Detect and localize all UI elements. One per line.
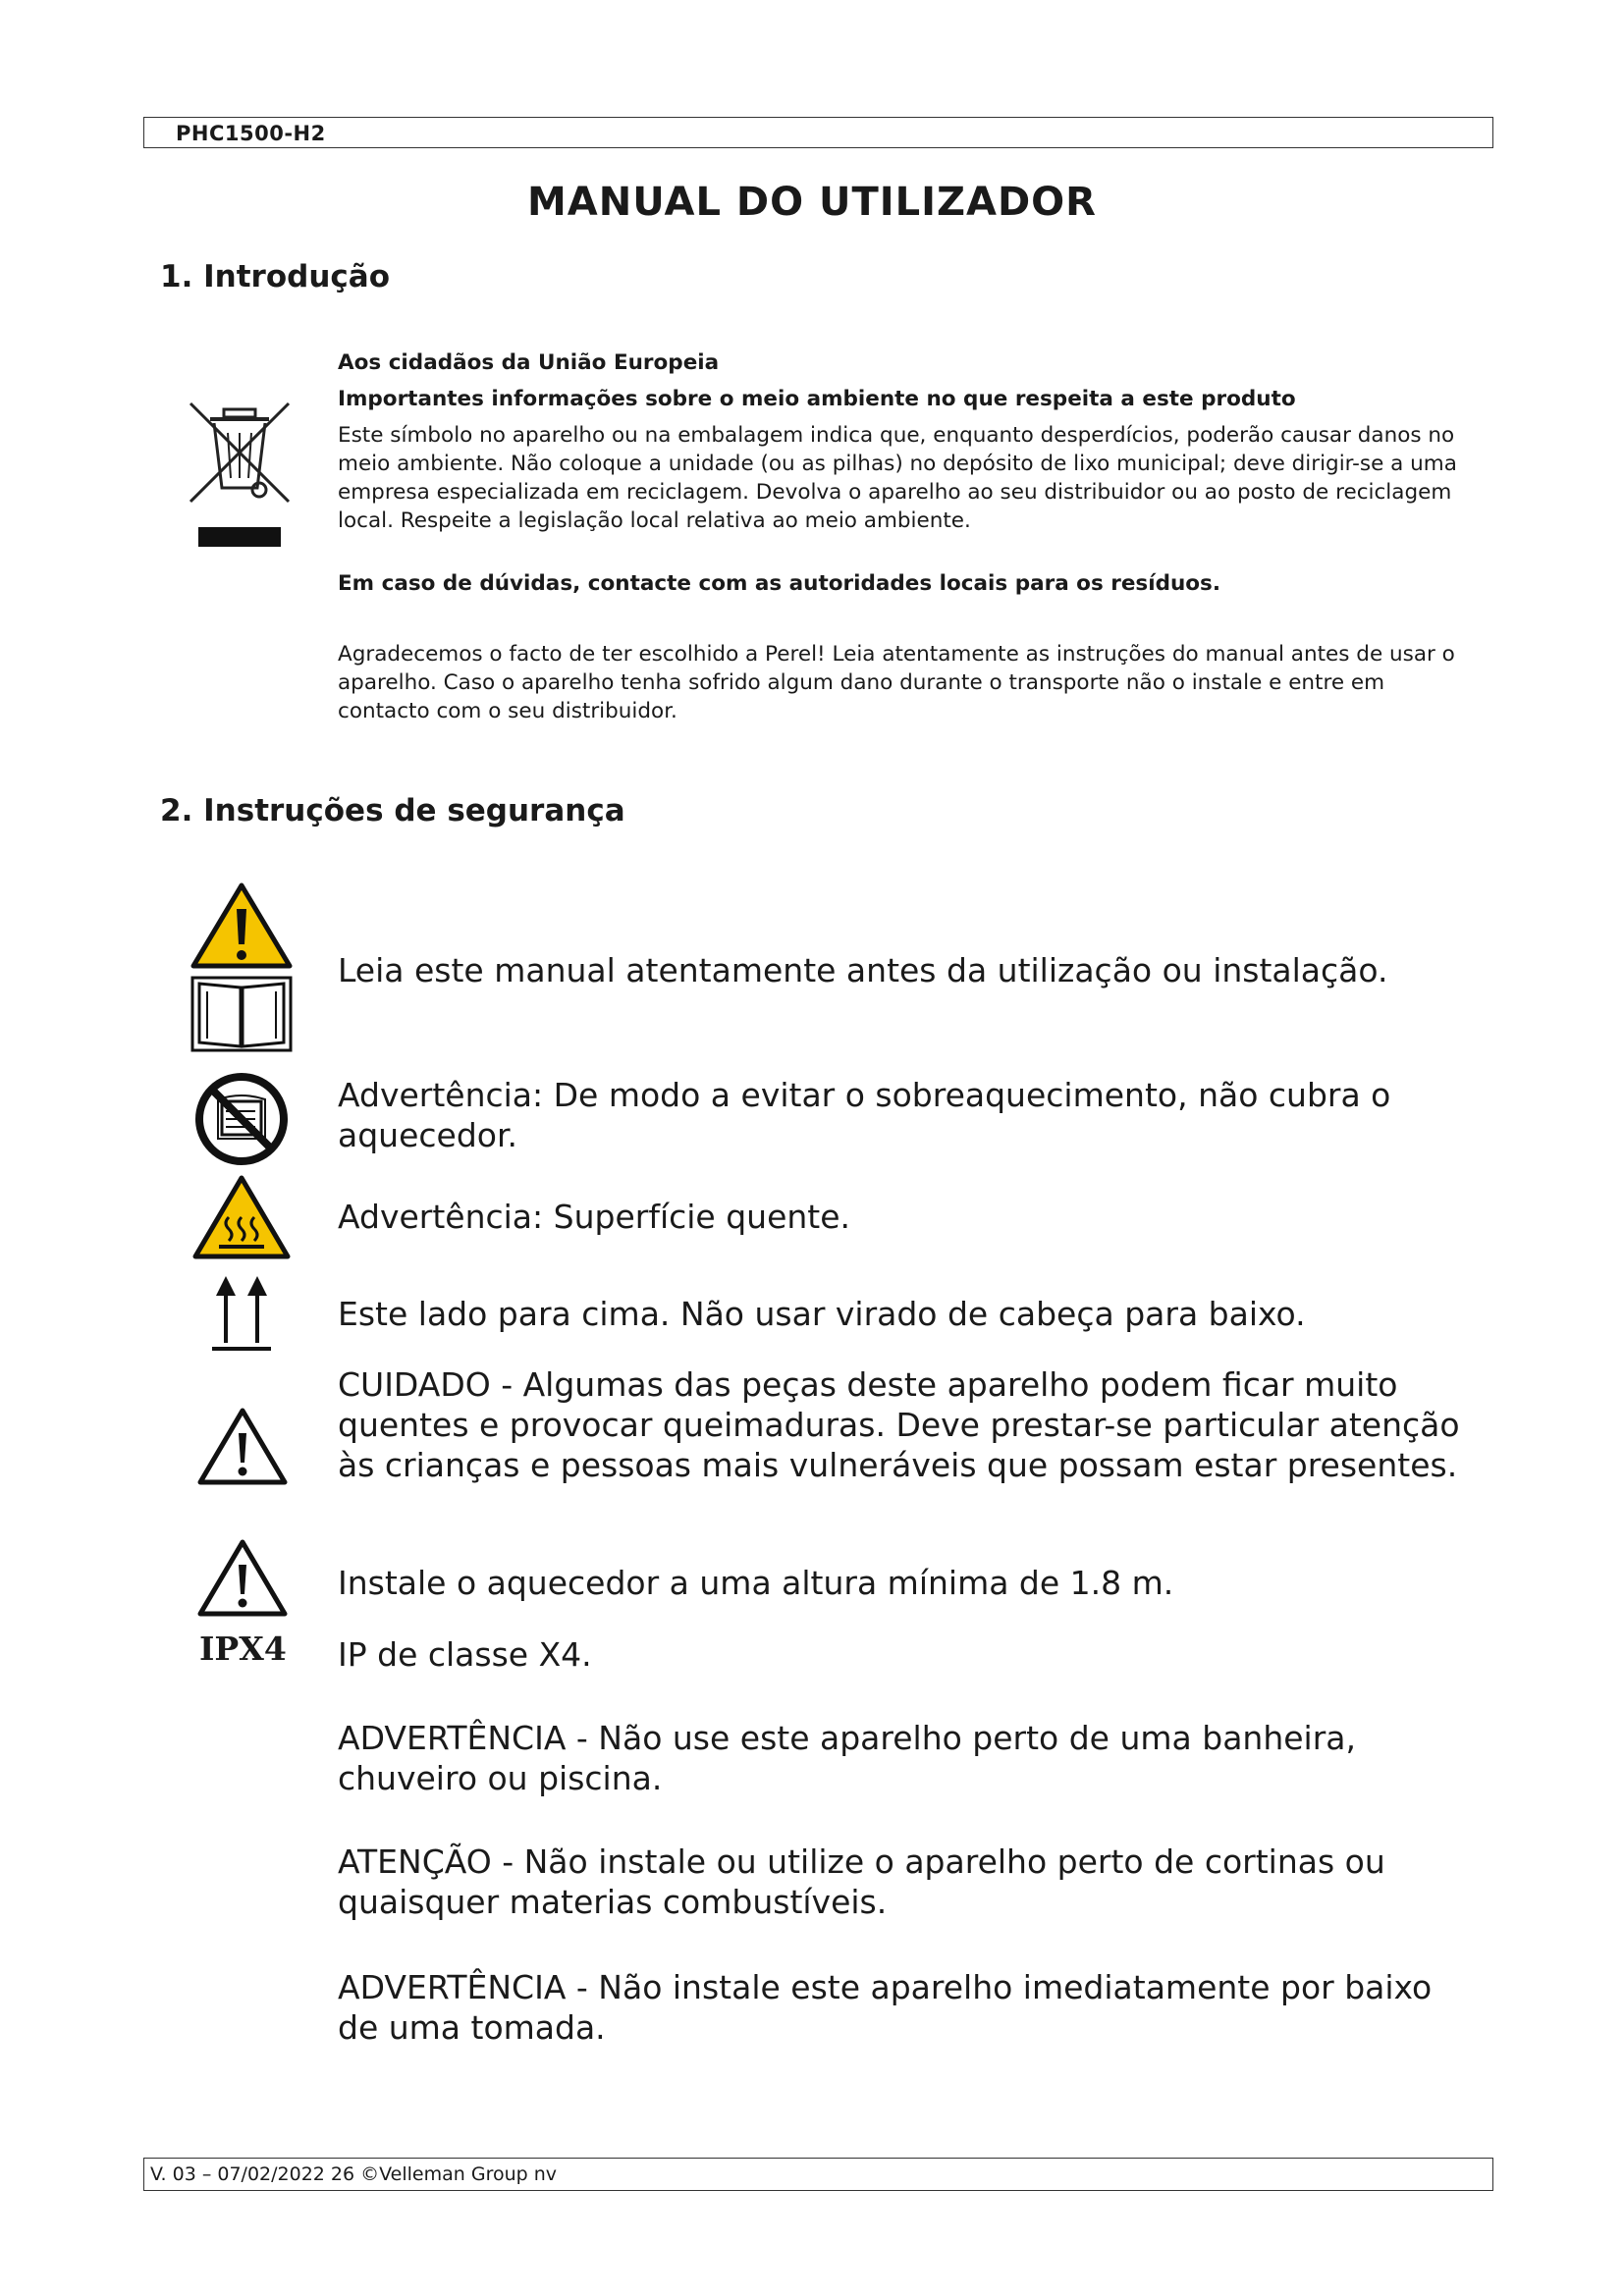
eu-citizens-heading: Aos cidadãos da União Europeia xyxy=(338,350,720,375)
weee-crossed-bin-icon xyxy=(185,396,295,553)
section-heading-safety: 2. Instruções de segurança xyxy=(160,793,625,828)
safety-item-5: CUIDADO - Algumas das peças deste aparelho podem ficar muito quentes e provocar queimaduras. Deve prestar-se particular atenção às crianças e pessoas mais vulneráveis que possam estar presentes. xyxy=(338,1365,1460,1484)
environment-heading: Importantes informações sobre o meio ambiente no que respeita a este produto xyxy=(338,387,1296,411)
read-manual-warning-icon xyxy=(189,881,294,1054)
safety-item-2: Advertência: De modo a evitar o sobreaquecimento, não cubra o aquecedor. xyxy=(338,1076,1391,1154)
safety-item-7: IP de classe X4. xyxy=(338,1635,592,1674)
footer-version-text: V. 03 – 07/02/2022 26 ©Velleman Group nv xyxy=(150,2163,558,2185)
doubts-text: Em caso de dúvidas, contacte com as autoridades locais para os resíduos. xyxy=(338,571,1221,596)
caution-warning-icon xyxy=(196,1406,289,1486)
safety-item-1: Leia este manual atentamente antes da utilização ou instalação. xyxy=(338,951,1388,989)
header-bar xyxy=(143,117,1493,148)
safety-item-9: ATENÇÃO - Não instale ou utilize o aparelho perto de cortinas ou quaisquer materias combustíveis. xyxy=(338,1842,1385,1921)
environment-text: Este símbolo no aparelho ou na embalagem indica que, enquanto desperdícios, poderão causar danos no meio ambiente. Não coloque a unidade (ou as pilhas) no depósito de lixo municipal; deve dirigir-se a uma empresa especializada em reciclagem. Devolva o aparelho ao seu distribuidor ou ao posto de reciclagem local. Respeite a legislação local relativa ao meio ambiente. xyxy=(338,423,1457,533)
section-heading-introduction: 1. Introdução xyxy=(160,259,390,294)
safety-item-4: Este lado para cima. Não usar virado de cabeça para baixo. xyxy=(338,1295,1306,1333)
ipx4-label: IPX4 xyxy=(199,1629,287,1668)
footer-bar xyxy=(143,2158,1493,2191)
hot-surface-icon xyxy=(191,1174,292,1260)
safety-item-8: ADVERTÊNCIA - Não use este aparelho perto de uma banheira, chuveiro ou piscina. xyxy=(338,1719,1357,1797)
page-title: MANUAL DO UTILIZADOR xyxy=(527,180,1097,225)
safety-item-3: Advertência: Superfície quente. xyxy=(338,1198,851,1236)
this-side-up-icon xyxy=(210,1274,273,1355)
thanks-text: Agradecemos o facto de ter escolhido a Perel! Leia atentamente as instruções do manual antes de usar o aparelho. Caso o aparelho tenha sofrido algum dano durante o transporte não o instale e entre em contacto com o seu distribuidor. xyxy=(338,642,1455,723)
do-not-cover-icon xyxy=(194,1072,289,1166)
safety-item-10: ADVERTÊNCIA - Não instale este aparelho imediatamente por baixo de uma tomada. xyxy=(338,1968,1433,2047)
height-warning-icon xyxy=(196,1537,289,1618)
safety-item-6: Instale o aquecedor a uma altura mínima de 1.8 m. xyxy=(338,1564,1174,1602)
model-number: PHC1500-H2 xyxy=(176,122,326,145)
